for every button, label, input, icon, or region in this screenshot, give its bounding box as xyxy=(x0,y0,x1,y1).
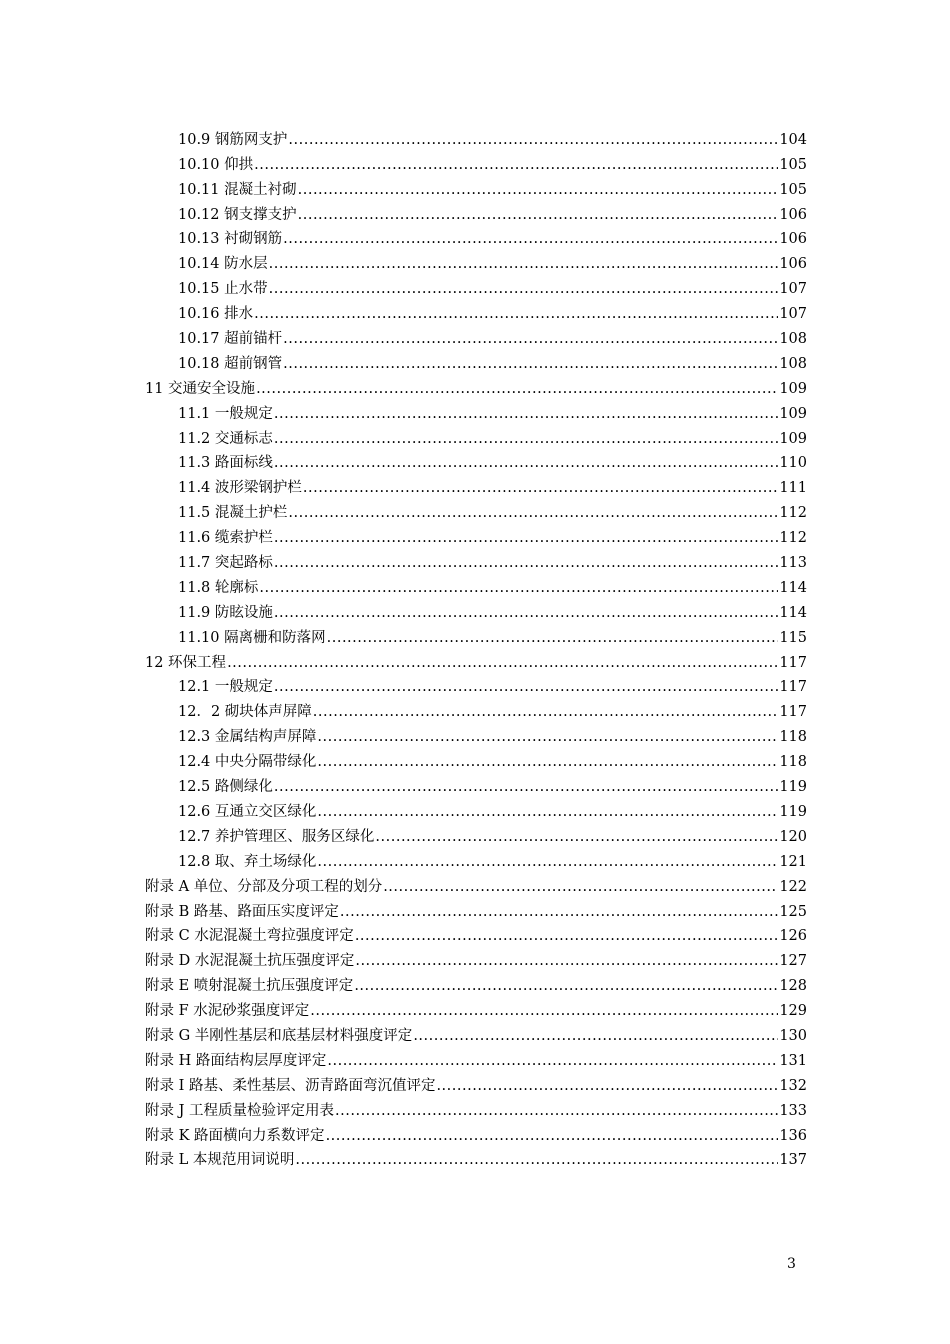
toc-entry-label: 10.18 超前钢管 xyxy=(178,355,283,372)
toc-entry-page: 107 xyxy=(779,306,807,323)
toc-entry[interactable] xyxy=(145,696,807,721)
toc-entry-page: 117 xyxy=(779,704,807,721)
toc-entry[interactable] xyxy=(145,622,807,647)
toc-entry-label: 12.3 金属结构声屏障 xyxy=(178,729,317,746)
toc-entry-label: 11 交通安全设施 xyxy=(145,380,256,397)
toc-entry[interactable] xyxy=(145,995,807,1020)
toc-entry[interactable] xyxy=(145,945,807,970)
toc-entry-page: 137 xyxy=(779,1152,807,1169)
toc-entry[interactable] xyxy=(145,746,807,771)
toc-entry[interactable] xyxy=(145,174,807,199)
toc-leader-dots xyxy=(283,330,778,348)
toc-leader-dots xyxy=(335,1102,778,1120)
toc-entry[interactable] xyxy=(145,224,807,249)
toc-entry-label: 12.8 取、弃土场绿化 xyxy=(178,853,317,870)
toc-entry-label: 附录 G 半刚性基层和底基层材料强度评定 xyxy=(145,1027,413,1044)
toc-entry-label: 附录 E 喷射混凝土抗压强度评定 xyxy=(145,978,354,995)
toc-entry-label: 11.3 路面标线 xyxy=(178,455,273,472)
toc-entry[interactable] xyxy=(145,398,807,423)
toc-entry-page: 128 xyxy=(779,978,807,995)
toc-leader-dots xyxy=(413,1027,778,1045)
toc-entry-page: 106 xyxy=(779,256,807,273)
toc-leader-dots xyxy=(317,728,778,746)
toc-leader-dots xyxy=(298,206,779,224)
toc-entry-label: 12.7 养护管理区、服务区绿化 xyxy=(178,828,375,845)
toc-entry-label: 10.16 排水 xyxy=(178,306,254,323)
toc-leader-dots xyxy=(354,977,778,995)
toc-entry[interactable] xyxy=(145,1045,807,1070)
toc-entry[interactable] xyxy=(145,348,807,373)
toc-entry[interactable] xyxy=(145,248,807,273)
toc-entry[interactable] xyxy=(145,199,807,224)
toc-entry[interactable] xyxy=(145,647,807,672)
toc-entry-label: 12.4 中央分隔带绿化 xyxy=(178,754,317,771)
toc-leader-dots xyxy=(326,1127,779,1145)
toc-entry-page: 129 xyxy=(779,1003,807,1020)
toc-leader-dots xyxy=(375,828,778,846)
toc-leader-dots xyxy=(295,1151,778,1169)
toc-entry[interactable] xyxy=(145,672,807,697)
toc-leader-dots xyxy=(283,230,778,248)
toc-leader-dots xyxy=(317,753,778,771)
toc-entry-label: 10.9 钢筋网支护 xyxy=(178,131,288,148)
toc-leader-dots xyxy=(355,927,779,945)
toc-entry-page: 130 xyxy=(779,1027,807,1044)
toc-entry[interactable] xyxy=(145,547,807,572)
toc-entry-label: 10.14 防水层 xyxy=(178,256,268,273)
toc-leader-dots xyxy=(256,380,778,398)
toc-entry-page: 118 xyxy=(779,754,807,771)
toc-entry-label: 附录 D 水泥混凝土抗压强度评定 xyxy=(145,953,355,970)
toc-leader-dots xyxy=(259,579,778,597)
toc-entry-page: 120 xyxy=(779,828,807,845)
toc-leader-dots xyxy=(269,255,779,273)
toc-entry[interactable] xyxy=(145,572,807,597)
toc-leader-dots xyxy=(313,703,779,721)
toc-entry-page: 108 xyxy=(779,355,807,372)
toc-entry-page: 110 xyxy=(779,455,807,472)
toc-entry-page: 117 xyxy=(779,679,807,696)
toc-leader-dots xyxy=(288,504,778,522)
toc-entry-page: 109 xyxy=(779,405,807,422)
toc-entry-label: 附录 C 水泥混凝土弯拉强度评定 xyxy=(145,928,354,945)
toc-entry[interactable] xyxy=(145,423,807,448)
toc-entry-label: 11.2 交通标志 xyxy=(178,430,273,447)
toc-entry-page: 111 xyxy=(779,480,807,497)
page-number: 3 xyxy=(787,1256,796,1272)
toc-entry[interactable] xyxy=(145,721,807,746)
toc-leader-dots xyxy=(355,952,778,970)
toc-entry[interactable] xyxy=(145,448,807,473)
toc-entry-label: 10.12 钢支撑支护 xyxy=(178,206,297,223)
toc-entry-label: 附录 L 本规范用词说明 xyxy=(145,1152,295,1169)
toc-leader-dots xyxy=(340,903,778,921)
toc-entry-page: 121 xyxy=(779,853,807,870)
toc-leader-dots xyxy=(274,678,778,696)
toc-entry[interactable] xyxy=(145,771,807,796)
toc-leader-dots xyxy=(269,280,779,298)
toc-entry[interactable] xyxy=(145,124,807,149)
toc-entry-label: 附录 J 工程质量检验评定用表 xyxy=(145,1102,335,1119)
toc-entry[interactable] xyxy=(145,1070,807,1095)
toc-leader-dots xyxy=(274,454,778,472)
toc-leader-dots xyxy=(288,131,778,149)
toc-entry[interactable] xyxy=(145,821,807,846)
toc-leader-dots xyxy=(274,405,778,423)
toc-entry-label: 附录 F 水泥砂浆强度评定 xyxy=(145,1003,310,1020)
toc-entry-label: 附录 K 路面横向力系数评定 xyxy=(145,1127,325,1144)
toc-entry-page: 112 xyxy=(779,530,807,547)
toc-entry-label: 附录 B 路基、路面压实度评定 xyxy=(145,903,339,920)
toc-entry-page: 114 xyxy=(779,604,807,621)
toc-leader-dots xyxy=(303,479,778,497)
toc-entry-page: 106 xyxy=(779,231,807,248)
toc-entry[interactable] xyxy=(145,1145,807,1170)
toc-entry-page: 126 xyxy=(779,928,807,945)
toc-entry[interactable] xyxy=(145,1120,807,1145)
toc-entry-label: 10.11 混凝土衬砌 xyxy=(178,181,297,198)
toc-entry-label: 12 环保工程 xyxy=(145,654,227,671)
toc-leader-dots xyxy=(298,181,779,199)
toc-leader-dots xyxy=(274,529,778,547)
toc-entry-page: 136 xyxy=(779,1127,807,1144)
toc-entry-page: 106 xyxy=(779,206,807,223)
toc-entry[interactable] xyxy=(145,871,807,896)
toc-leader-dots xyxy=(327,1052,778,1070)
toc-entry[interactable] xyxy=(145,896,807,921)
toc-leader-dots xyxy=(327,629,779,647)
toc-entry-label: 12．2 砌块体声屏障 xyxy=(178,704,312,721)
toc-entry-page: 112 xyxy=(779,505,807,522)
toc-entry-page: 114 xyxy=(779,579,807,596)
toc-leader-dots xyxy=(317,803,778,821)
toc-leader-dots xyxy=(274,430,778,448)
toc-entry[interactable] xyxy=(145,497,807,522)
toc-entry-label: 11.8 轮廓标 xyxy=(178,579,259,596)
toc-entry-label: 附录 I 路基、柔性基层、沥青路面弯沉值评定 xyxy=(145,1077,436,1094)
toc-entry[interactable] xyxy=(145,149,807,174)
toc-leader-dots xyxy=(254,156,778,174)
toc-entry[interactable] xyxy=(145,796,807,821)
toc-leader-dots xyxy=(274,554,778,572)
toc-entry[interactable] xyxy=(145,921,807,946)
toc-entry-page: 118 xyxy=(779,729,807,746)
toc-entry-page: 125 xyxy=(779,903,807,920)
toc-entry-page: 132 xyxy=(779,1077,807,1094)
toc-entry-label: 12.5 路侧绿化 xyxy=(178,779,273,796)
toc-entry[interactable] xyxy=(145,522,807,547)
toc-entry-label: 12.6 互通立交区绿化 xyxy=(178,803,317,820)
toc-entry[interactable] xyxy=(145,373,807,398)
toc-entry-page: 127 xyxy=(779,953,807,970)
toc-entry[interactable] xyxy=(145,298,807,323)
toc-entry-label: 11.4 波形梁钢护栏 xyxy=(178,480,302,497)
toc-entry-page: 113 xyxy=(779,555,807,572)
toc-entry-label: 11.9 防眩设施 xyxy=(178,604,273,621)
toc-entry-label: 11.5 混凝土护栏 xyxy=(178,505,288,522)
toc-leader-dots xyxy=(383,878,778,896)
toc-entry[interactable] xyxy=(145,1020,807,1045)
toc-entry-page: 119 xyxy=(779,803,807,820)
toc-leader-dots xyxy=(317,853,778,871)
toc-entry-page: 107 xyxy=(779,281,807,298)
table-of-contents xyxy=(145,124,807,1169)
toc-entry-label: 11.7 突起路标 xyxy=(178,555,273,572)
toc-leader-dots xyxy=(274,604,778,622)
toc-entry-page: 115 xyxy=(779,629,807,646)
toc-entry[interactable] xyxy=(145,323,807,348)
toc-leader-dots xyxy=(254,305,778,323)
toc-entry-label: 12.1 一般规定 xyxy=(178,679,273,696)
toc-entry[interactable] xyxy=(145,970,807,995)
toc-entry-label: 10.15 止水带 xyxy=(178,281,268,298)
toc-entry-page: 122 xyxy=(779,878,807,895)
toc-entry-label: 10.13 衬砌钢筋 xyxy=(178,231,283,248)
toc-leader-dots xyxy=(310,1002,778,1020)
toc-entry-page: 104 xyxy=(779,131,807,148)
toc-entry[interactable] xyxy=(145,846,807,871)
toc-entry-page: 119 xyxy=(779,779,807,796)
toc-entry-page: 105 xyxy=(779,156,807,173)
toc-entry-label: 附录 H 路面结构层厚度评定 xyxy=(145,1052,327,1069)
toc-entry-page: 109 xyxy=(779,380,807,397)
toc-entry[interactable] xyxy=(145,1095,807,1120)
toc-entry-page: 131 xyxy=(779,1052,807,1069)
toc-leader-dots xyxy=(274,778,778,796)
toc-entry-page: 117 xyxy=(779,654,807,671)
toc-entry[interactable] xyxy=(145,472,807,497)
toc-entry-label: 11.6 缆索护栏 xyxy=(178,530,273,547)
toc-entry-label: 11.10 隔离栅和防落网 xyxy=(178,629,326,646)
toc-entry[interactable] xyxy=(145,597,807,622)
toc-entry-label: 11.1 一般规定 xyxy=(178,405,273,422)
toc-entry-label: 10.10 仰拱 xyxy=(178,156,254,173)
toc-entry-page: 105 xyxy=(779,181,807,198)
toc-entry-page: 108 xyxy=(779,331,807,348)
toc-entry-label: 10.17 超前锚杆 xyxy=(178,331,283,348)
toc-entry-page: 133 xyxy=(779,1102,807,1119)
toc-leader-dots xyxy=(227,654,778,672)
toc-leader-dots xyxy=(283,355,778,373)
toc-entry-label: 附录 A 单位、分部及分项工程的划分 xyxy=(145,878,383,895)
toc-entry[interactable] xyxy=(145,273,807,298)
toc-entry-page: 109 xyxy=(779,430,807,447)
toc-leader-dots xyxy=(436,1077,778,1095)
